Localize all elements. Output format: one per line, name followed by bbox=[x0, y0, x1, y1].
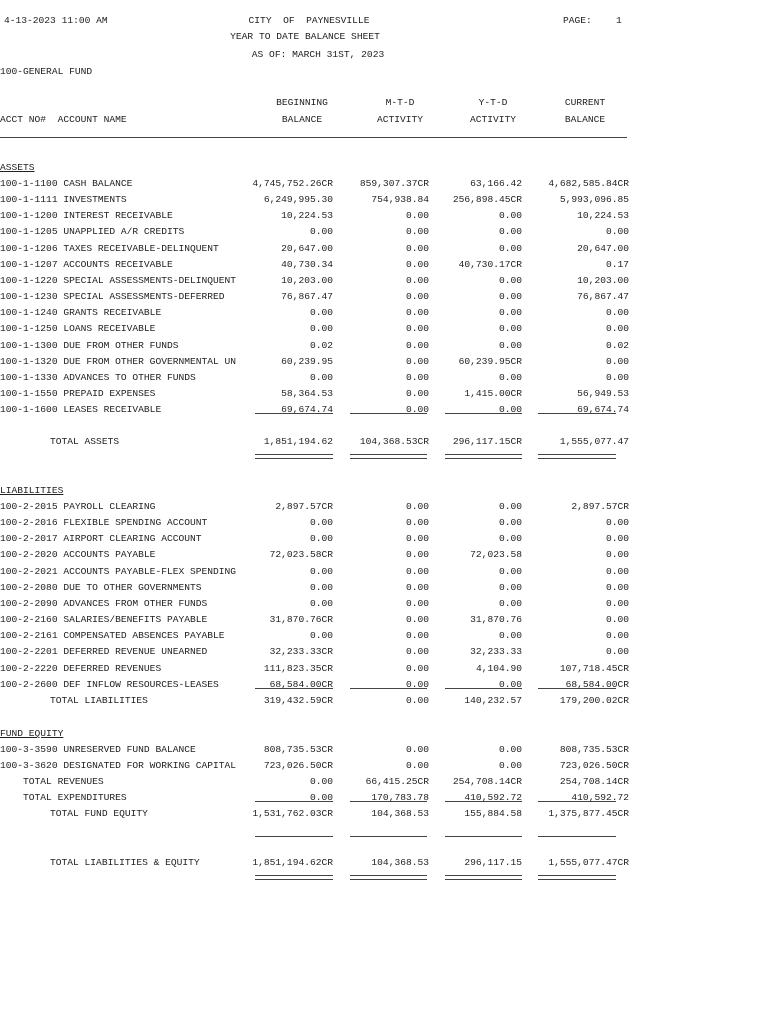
current-balance: 0.00 bbox=[605, 517, 629, 528]
mtd-activity: 0.00 bbox=[405, 372, 429, 383]
mtd-activity: 0.00 bbox=[405, 323, 429, 334]
current-balance: 4,682,585.84CR bbox=[548, 178, 629, 189]
mtd-activity: 0.00 bbox=[405, 517, 429, 528]
account-name: 100-2-2021 ACCOUNTS PAYABLE-FLEX SPENDING bbox=[0, 566, 237, 577]
grand-double-rule-1 bbox=[350, 875, 427, 880]
col-mtd-1: M-T-D bbox=[385, 97, 415, 108]
mtd-activity: 0.00 bbox=[405, 614, 429, 625]
as-of-date: AS OF: MARCH 31ST, 2023 bbox=[251, 49, 385, 60]
mtd-activity: 66,415.25CR bbox=[365, 776, 429, 787]
account-name: 100-1-1207 ACCOUNTS RECEIVABLE bbox=[0, 259, 173, 270]
mtd-activity: 0.00 bbox=[405, 291, 429, 302]
ytd-activity: 0.00 bbox=[498, 566, 522, 577]
table-row bbox=[0, 292, 770, 308]
mtd-activity: 0.00 bbox=[405, 760, 429, 771]
beginning-balance: 10,203.00 bbox=[281, 275, 333, 286]
header-rule bbox=[0, 137, 627, 138]
col-beginning-2: BALANCE bbox=[281, 114, 323, 125]
account-name: TOTAL LIABILITIES bbox=[50, 695, 148, 706]
ytd-activity: 0.00 bbox=[498, 291, 522, 302]
beginning-balance: 6,249,995.30 bbox=[263, 194, 333, 205]
city-name: CITY OF PAYNESVILLE bbox=[248, 15, 370, 26]
equity-subtotal-rule-3 bbox=[538, 801, 616, 802]
fund-name: 100-GENERAL FUND bbox=[0, 66, 93, 77]
grand-pre-rule-2 bbox=[445, 836, 522, 837]
assets-subtotal-rule-3 bbox=[538, 413, 616, 414]
assets-heading: ASSETS bbox=[0, 162, 35, 173]
report-datetime: 4-13-2023 11:00 AM bbox=[4, 15, 108, 26]
table-row bbox=[0, 373, 770, 389]
ytd-activity: 72,023.58 bbox=[470, 549, 522, 560]
ytd-activity: 31,870.76 bbox=[470, 614, 522, 625]
ytd-activity: 0.00 bbox=[498, 760, 522, 771]
ytd-activity: 32,233.33 bbox=[470, 646, 522, 657]
beginning-balance: 0.02 bbox=[309, 340, 333, 351]
mtd-activity: 0.00 bbox=[405, 275, 429, 286]
mtd-activity: 0.00 bbox=[405, 646, 429, 657]
current-balance: 2,897.57CR bbox=[571, 501, 629, 512]
current-balance: 56,949.53 bbox=[577, 388, 629, 399]
ytd-activity: 0.00 bbox=[498, 210, 522, 221]
table-row bbox=[0, 195, 770, 211]
assets-double-rule-2 bbox=[445, 454, 522, 459]
beginning-balance: 1,851,194.62 bbox=[263, 436, 333, 447]
beginning-balance: 0.00 bbox=[309, 226, 333, 237]
assets-subtotal-rule-0 bbox=[255, 413, 333, 414]
mtd-activity: 0.00 bbox=[405, 533, 429, 544]
beginning-balance: 0.00 bbox=[309, 307, 333, 318]
table-row bbox=[0, 745, 770, 761]
account-name: 100-1-1200 INTEREST RECEIVABLE bbox=[0, 210, 173, 221]
col-current-2: BALANCE bbox=[564, 114, 606, 125]
current-balance: 1,375,877.45CR bbox=[548, 808, 629, 819]
beginning-balance: 20,647.00 bbox=[281, 243, 333, 254]
ytd-activity: 0.00 bbox=[498, 501, 522, 512]
current-balance: 0.00 bbox=[605, 323, 629, 334]
mtd-activity: 0.00 bbox=[405, 744, 429, 755]
account-name: 100-2-2600 DEF INFLOW RESOURCES-LEASES bbox=[0, 679, 219, 690]
table-row bbox=[0, 567, 770, 583]
beginning-balance: 0.00 bbox=[309, 533, 333, 544]
account-name: 100-2-2161 COMPENSATED ABSENCES PAYABLE bbox=[0, 630, 225, 641]
mtd-activity: 0.00 bbox=[405, 307, 429, 318]
current-balance: 179,200.02CR bbox=[559, 695, 629, 706]
account-name: 100-2-2017 AIRPORT CLEARING ACCOUNT bbox=[0, 533, 202, 544]
beginning-balance: 111,823.35CR bbox=[263, 663, 333, 674]
mtd-activity: 0.00 bbox=[405, 356, 429, 367]
beginning-balance: 319,432.59CR bbox=[263, 695, 333, 706]
account-name: 100-1-1250 LOANS RECEIVABLE bbox=[0, 323, 156, 334]
table-row bbox=[0, 276, 770, 292]
table-row bbox=[0, 761, 770, 777]
account-name: 100-1-1220 SPECIAL ASSESSMENTS-DELINQUENT bbox=[0, 275, 237, 286]
assets-double-rule-0 bbox=[255, 454, 333, 459]
current-balance: 0.00 bbox=[605, 533, 629, 544]
current-balance: 68,584.00CR bbox=[565, 679, 629, 690]
ytd-activity: 410,592.72 bbox=[464, 792, 522, 803]
beginning-balance: 76,867.47 bbox=[281, 291, 333, 302]
beginning-balance: 60,239.95 bbox=[281, 356, 333, 367]
table-row bbox=[0, 583, 770, 599]
grand-pre-rule-3 bbox=[538, 836, 616, 837]
account-name: TOTAL FUND EQUITY bbox=[50, 808, 148, 819]
equity-subtotal-rule-0 bbox=[255, 801, 333, 802]
liabilities-subtotal-rule-1 bbox=[350, 688, 427, 689]
account-name: 100-2-2016 FLEXIBLE SPENDING ACCOUNT bbox=[0, 517, 208, 528]
beginning-balance: 40,730.34 bbox=[281, 259, 333, 270]
beginning-balance: 2,897.57CR bbox=[275, 501, 333, 512]
current-balance: 0.00 bbox=[605, 630, 629, 641]
ytd-activity: 296,117.15CR bbox=[452, 436, 522, 447]
col-current-1: CURRENT bbox=[564, 97, 606, 108]
beginning-balance: 0.00 bbox=[309, 372, 333, 383]
account-name: 100-1-1320 DUE FROM OTHER GOVERNMENTAL UN bbox=[0, 356, 237, 367]
account-name: 100-1-1240 GRANTS RECEIVABLE bbox=[0, 307, 162, 318]
ytd-activity: 155,884.58 bbox=[464, 808, 522, 819]
ytd-activity: 40,730.17CR bbox=[458, 259, 522, 270]
mtd-activity: 0.00 bbox=[405, 566, 429, 577]
current-balance: 808,735.53CR bbox=[559, 744, 629, 755]
mtd-activity: 0.00 bbox=[405, 663, 429, 674]
equity-heading: FUND EQUITY bbox=[0, 728, 64, 739]
mtd-activity: 0.00 bbox=[405, 630, 429, 641]
beginning-balance: 808,735.53CR bbox=[263, 744, 333, 755]
current-balance: 76,867.47 bbox=[577, 291, 629, 302]
mtd-activity: 0.00 bbox=[405, 210, 429, 221]
beginning-balance: 1,531,762.03CR bbox=[252, 808, 333, 819]
beginning-balance: 0.00 bbox=[309, 598, 333, 609]
beginning-balance: 69,674.74 bbox=[281, 404, 333, 415]
current-balance: 723,026.50CR bbox=[559, 760, 629, 771]
beginning-balance: 32,233.33CR bbox=[269, 646, 333, 657]
account-name: 100-1-1205 UNAPPLIED A/R CREDITS bbox=[0, 226, 185, 237]
col-ytd-2: ACTIVITY bbox=[469, 114, 517, 125]
account-name: TOTAL ASSETS bbox=[50, 436, 120, 447]
total-liabilities-row bbox=[0, 696, 770, 712]
ytd-activity: 63,166.42 bbox=[470, 178, 522, 189]
mtd-activity: 104,368.53 bbox=[371, 808, 429, 819]
ytd-activity: 296,117.15 bbox=[464, 857, 522, 868]
table-row bbox=[0, 534, 770, 550]
account-name: TOTAL REVENUES bbox=[0, 776, 104, 787]
beginning-balance: 58,364.53 bbox=[281, 388, 333, 399]
grand-double-rule-3 bbox=[538, 875, 616, 880]
current-balance: 0.02 bbox=[605, 340, 629, 351]
table-row bbox=[0, 647, 770, 663]
account-name: 100-3-3620 DESIGNATED FOR WORKING CAPITAL bbox=[0, 760, 237, 771]
beginning-balance: 68,584.00CR bbox=[269, 679, 333, 690]
account-name: 100-2-2160 SALARIES/BENEFITS PAYABLE bbox=[0, 614, 208, 625]
current-balance: 1,555,077.47CR bbox=[548, 857, 629, 868]
current-balance: 0.00 bbox=[605, 549, 629, 560]
mtd-activity: 859,307.37CR bbox=[359, 178, 429, 189]
beginning-balance: 72,023.58CR bbox=[269, 549, 333, 560]
table-row bbox=[0, 324, 770, 340]
mtd-activity: 0.00 bbox=[405, 226, 429, 237]
mtd-activity: 0.00 bbox=[405, 679, 429, 690]
liabilities-subtotal-rule-0 bbox=[255, 688, 333, 689]
current-balance: 20,647.00 bbox=[577, 243, 629, 254]
mtd-activity: 104,368.53 bbox=[371, 857, 429, 868]
current-balance: 0.00 bbox=[605, 598, 629, 609]
current-balance: 10,203.00 bbox=[577, 275, 629, 286]
account-name: 100-1-1550 PREPAID EXPENSES bbox=[0, 388, 156, 399]
account-name: 100-1-1230 SPECIAL ASSESSMENTS-DEFERRED bbox=[0, 291, 225, 302]
beginning-balance: 10,224.53 bbox=[281, 210, 333, 221]
current-balance: 0.00 bbox=[605, 582, 629, 593]
table-row bbox=[0, 227, 770, 243]
ytd-activity: 0.00 bbox=[498, 679, 522, 690]
beginning-balance: 0.00 bbox=[309, 582, 333, 593]
account-name: TOTAL LIABILITIES & EQUITY bbox=[50, 857, 200, 868]
beginning-balance: 0.00 bbox=[309, 792, 333, 803]
account-name: 100-1-1600 LEASES RECEIVABLE bbox=[0, 404, 162, 415]
beginning-balance: 0.00 bbox=[309, 517, 333, 528]
current-balance: 69,674.74 bbox=[577, 404, 629, 415]
account-name: TOTAL EXPENDITURES bbox=[0, 792, 127, 803]
mtd-activity: 0.00 bbox=[405, 243, 429, 254]
ytd-activity: 256,898.45CR bbox=[452, 194, 522, 205]
ytd-activity: 1,415.00CR bbox=[464, 388, 522, 399]
ytd-activity: 60,239.95CR bbox=[458, 356, 522, 367]
beginning-balance: 0.00 bbox=[309, 776, 333, 787]
liabilities-subtotal-rule-3 bbox=[538, 688, 616, 689]
mtd-activity: 0.00 bbox=[405, 340, 429, 351]
ytd-activity: 0.00 bbox=[498, 630, 522, 641]
mtd-activity: 170,783.78 bbox=[371, 792, 429, 803]
grand-pre-rule-1 bbox=[350, 836, 427, 837]
grand-total-row bbox=[0, 858, 770, 874]
ytd-activity: 0.00 bbox=[498, 340, 522, 351]
ytd-activity: 0.00 bbox=[498, 582, 522, 593]
total-assets-row bbox=[0, 437, 770, 453]
ytd-activity: 0.00 bbox=[498, 744, 522, 755]
table-row bbox=[0, 777, 770, 793]
table-row bbox=[0, 260, 770, 276]
mtd-activity: 754,938.84 bbox=[371, 194, 429, 205]
account-name: 100-1-1111 INVESTMENTS bbox=[0, 194, 127, 205]
account-name: 100-1-1300 DUE FROM OTHER FUNDS bbox=[0, 340, 179, 351]
table-row bbox=[0, 211, 770, 227]
page-label: PAGE: bbox=[563, 15, 592, 26]
col-ytd-1: Y-T-D bbox=[478, 97, 508, 108]
report-title: YEAR TO DATE BALANCE SHEET bbox=[230, 31, 380, 42]
ytd-activity: 0.00 bbox=[498, 323, 522, 334]
table-row bbox=[0, 341, 770, 357]
current-balance: 1,555,077.47 bbox=[559, 436, 629, 447]
assets-subtotal-rule-2 bbox=[445, 413, 522, 414]
current-balance: 107,718.45CR bbox=[559, 663, 629, 674]
equity-subtotal-rule-2 bbox=[445, 801, 522, 802]
current-balance: 10,224.53 bbox=[577, 210, 629, 221]
ytd-activity: 140,232.57 bbox=[464, 695, 522, 706]
current-balance: 0.17 bbox=[605, 259, 629, 270]
table-row bbox=[0, 550, 770, 566]
ytd-activity: 0.00 bbox=[498, 275, 522, 286]
current-balance: 0.00 bbox=[605, 372, 629, 383]
table-row bbox=[0, 179, 770, 195]
account-name: 100-2-2220 DEFERRED REVENUES bbox=[0, 663, 162, 674]
col-mtd-2: ACTIVITY bbox=[376, 114, 424, 125]
account-name: 100-1-1100 CASH BALANCE bbox=[0, 178, 133, 189]
account-name: 100-2-2020 ACCOUNTS PAYABLE bbox=[0, 549, 156, 560]
assets-double-rule-1 bbox=[350, 454, 427, 459]
assets-subtotal-rule-1 bbox=[350, 413, 427, 414]
table-row bbox=[0, 502, 770, 518]
mtd-activity: 0.00 bbox=[405, 404, 429, 415]
mtd-activity: 0.00 bbox=[405, 582, 429, 593]
current-balance: 410,592.72 bbox=[571, 792, 629, 803]
beginning-balance: 0.00 bbox=[309, 323, 333, 334]
mtd-activity: 0.00 bbox=[405, 388, 429, 399]
table-row bbox=[0, 244, 770, 260]
ytd-activity: 0.00 bbox=[498, 243, 522, 254]
mtd-activity: 0.00 bbox=[405, 598, 429, 609]
ytd-activity: 0.00 bbox=[498, 226, 522, 237]
account-name: 100-2-2201 DEFERRED REVENUE UNEARNED bbox=[0, 646, 208, 657]
table-row bbox=[0, 631, 770, 647]
table-row bbox=[0, 599, 770, 615]
ytd-activity: 0.00 bbox=[498, 517, 522, 528]
current-balance: 0.00 bbox=[605, 226, 629, 237]
ytd-activity: 0.00 bbox=[498, 404, 522, 415]
beginning-balance: 0.00 bbox=[309, 630, 333, 641]
current-balance: 0.00 bbox=[605, 646, 629, 657]
account-name: 100-1-1330 ADVANCES TO OTHER FUNDS bbox=[0, 372, 196, 383]
current-balance: 0.00 bbox=[605, 566, 629, 577]
account-name: 100-3-3590 UNRESERVED FUND BALANCE bbox=[0, 744, 196, 755]
liabilities-subtotal-rule-2 bbox=[445, 688, 522, 689]
table-row bbox=[0, 518, 770, 534]
ytd-activity: 254,708.14CR bbox=[452, 776, 522, 787]
ytd-activity: 0.00 bbox=[498, 372, 522, 383]
table-row bbox=[0, 389, 770, 405]
beginning-balance: 31,870.76CR bbox=[269, 614, 333, 625]
beginning-balance: 4,745,752.26CR bbox=[252, 178, 333, 189]
account-name: 100-2-2080 DUE TO OTHER GOVERNMENTS bbox=[0, 582, 202, 593]
grand-pre-rule-0 bbox=[255, 836, 333, 837]
beginning-balance: 723,026.50CR bbox=[263, 760, 333, 771]
table-row bbox=[0, 615, 770, 631]
grand-double-rule-2 bbox=[445, 875, 522, 880]
equity-subtotal-rule-1 bbox=[350, 801, 427, 802]
beginning-balance: 1,851,194.62CR bbox=[252, 857, 333, 868]
ytd-activity: 0.00 bbox=[498, 307, 522, 318]
mtd-activity: 104,368.53CR bbox=[359, 436, 429, 447]
current-balance: 0.00 bbox=[605, 356, 629, 367]
beginning-balance: 0.00 bbox=[309, 566, 333, 577]
table-row bbox=[0, 357, 770, 373]
mtd-activity: 0.00 bbox=[405, 695, 429, 706]
current-balance: 254,708.14CR bbox=[559, 776, 629, 787]
ytd-activity: 4,104.90 bbox=[475, 663, 522, 674]
table-row bbox=[0, 308, 770, 324]
mtd-activity: 0.00 bbox=[405, 259, 429, 270]
col-acct-label: ACCT NO# ACCOUNT NAME bbox=[0, 114, 127, 125]
assets-double-rule-3 bbox=[538, 454, 616, 459]
current-balance: 0.00 bbox=[605, 307, 629, 318]
total-fund-equity-row bbox=[0, 809, 770, 825]
ytd-activity: 0.00 bbox=[498, 533, 522, 544]
current-balance: 5,993,096.85 bbox=[559, 194, 629, 205]
current-balance: 0.00 bbox=[605, 614, 629, 625]
account-name: 100-2-2015 PAYROLL CLEARING bbox=[0, 501, 156, 512]
col-beginning-1: BEGINNING bbox=[276, 97, 328, 108]
table-row bbox=[0, 664, 770, 680]
mtd-activity: 0.00 bbox=[405, 501, 429, 512]
mtd-activity: 0.00 bbox=[405, 549, 429, 560]
ytd-activity: 0.00 bbox=[498, 598, 522, 609]
grand-double-rule-0 bbox=[255, 875, 333, 880]
account-name: 100-1-1206 TAXES RECEIVABLE-DELINQUENT bbox=[0, 243, 219, 254]
page-number: 1 bbox=[616, 15, 622, 26]
account-name: 100-2-2090 ADVANCES FROM OTHER FUNDS bbox=[0, 598, 208, 609]
liabilities-heading: LIABILITIES bbox=[0, 485, 64, 496]
